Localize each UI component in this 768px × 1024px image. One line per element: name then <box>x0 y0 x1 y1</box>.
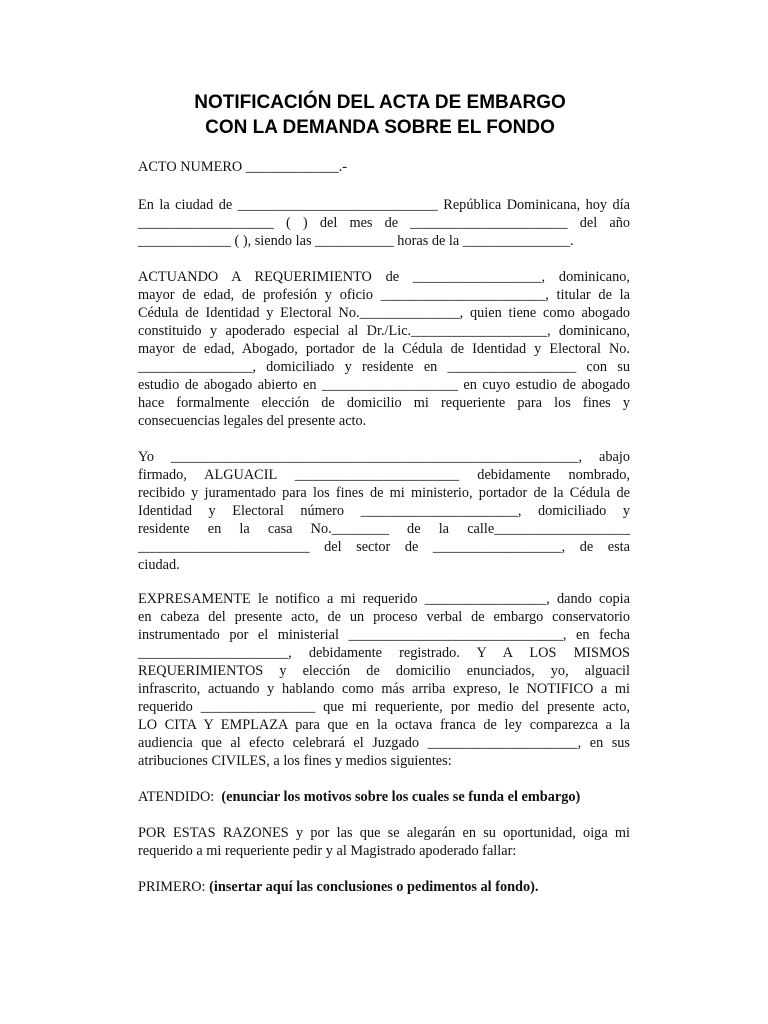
acto-numero: ACTO NUMERO _____________.- <box>138 159 348 175</box>
paragraph-line: ciudad. <box>138 557 180 573</box>
document-title-line-2: CON LA DEMANDA SOBRE EL FONDO <box>205 117 555 138</box>
paragraph-line: POR ESTAS RAZONES y por las que se alegarán en su oportunidad, oiga mi <box>138 825 630 841</box>
paragraph-line: LO CITA Y EMPLAZA para que en la octava franca de ley comparezca a la <box>138 717 630 733</box>
paragraph-line: infrascrito, actuando y hablando como más arriba expreso, le NOTIFICO a mi <box>138 681 630 697</box>
paragraph-line: REQUERIMIENTOS y elección de domicilio enunciados, yo, alguacil <box>138 663 630 679</box>
paragraph-line: _____________ ( ), siendo las ___________ horas de la _______________. <box>138 233 574 249</box>
primero-instruction: (insertar aquí las conclusiones o pedimentos al fondo). <box>209 879 539 895</box>
paragraph-line: estudio de abogado abierto en ___________________ en cuyo estudio de abogado <box>138 377 630 393</box>
paragraph-line: audiencia que al efecto celebrará el Juzgado _____________________, en sus <box>138 735 630 751</box>
paragraph-line: en cabeza del presente acto, de un proceso verbal de embargo conservatorio <box>138 609 630 625</box>
paragraph-line: consecuencias legales del presente acto. <box>138 413 367 429</box>
paragraph-atendido <box>138 788 630 806</box>
primero-label: PRIMERO: <box>138 879 206 895</box>
paragraph-line: atribuciones CIVILES, a los fines y medios siguientes: <box>138 753 452 769</box>
paragraph-line: requerido ________________ que mi requeriente, por medio del presente acto, <box>138 699 630 715</box>
paragraph-line: Identidad y Electoral número ______________________, domiciliado y <box>138 503 630 519</box>
paragraph-line: _____________________, debidamente registrado. Y A LOS MISMOS <box>138 645 630 661</box>
paragraph-line: constituido y apoderado especial al Dr./Lic.___________________, dominicano, <box>138 323 630 339</box>
paragraph-line: ACTUANDO A REQUERIMIENTO de __________________, dominicano, <box>138 269 630 285</box>
paragraph-line: residente en la casa No.________ de la calle___________________ <box>138 521 630 537</box>
paragraph-line: mayor de edad, Abogado, portador de la Cédula de Identidad y Electoral No. <box>138 341 630 357</box>
paragraph-line: Yo _________________________________________________________, abajo <box>138 449 630 465</box>
paragraph-line: instrumentado por el ministerial ______________________________, en fecha <box>138 627 630 643</box>
paragraph-line: firmado, ALGUACIL _______________________ debidamente nombrado, <box>138 467 630 483</box>
document-title-line-1: NOTIFICACIÓN DEL ACTA DE EMBARGO <box>194 92 566 113</box>
paragraph-line: En la ciudad de ____________________________ República Dominicana, hoy día <box>138 197 630 213</box>
paragraph-line: Cédula de Identidad y Electoral No.______________, quien tiene como abogado <box>138 305 630 321</box>
atendido-instruction: (enunciar los motivos sobre los cuales se funda el embargo) <box>221 789 581 805</box>
paragraph-line: hace formalmente elección de domicilio mi requeriente para los fines y <box>138 395 630 411</box>
paragraph-line: recibido y juramentado para los fines de mi ministerio, portador de la Cédula de <box>138 485 630 501</box>
paragraph-line: EXPRESAMENTE le notifico a mi requerido _________________, dando copia <box>138 591 630 607</box>
paragraph-line: requerido a mi requeriente pedir y al Magistrado apoderado fallar: <box>138 843 517 859</box>
paragraph-primero <box>138 878 630 896</box>
paragraph-line: ________________________ del sector de __________________, de esta <box>138 539 630 555</box>
paragraph-line: ___________________ ( ) del mes de ______________________ del año <box>138 215 630 231</box>
atendido-label: ATENDIDO: <box>138 789 215 805</box>
paragraph-line: ________________, domiciliado y residente en __________________ con su <box>138 359 630 375</box>
paragraph-line: mayor de edad, de profesión y oficio _______________________, titular de la <box>138 287 630 303</box>
